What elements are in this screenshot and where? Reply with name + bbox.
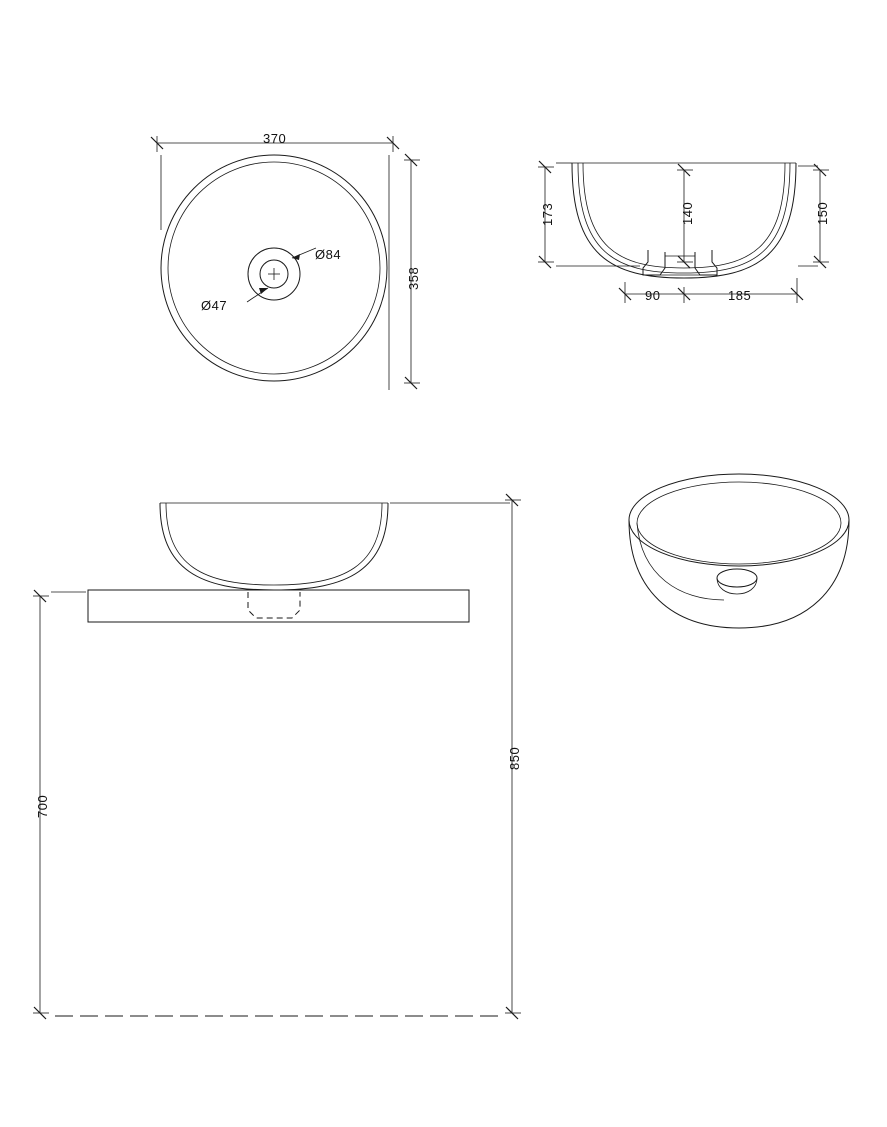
dim-label-700: 700 — [35, 794, 50, 818]
front-dim-850 — [390, 494, 521, 1019]
dim-label-d47: Ø47 — [201, 298, 228, 313]
dim-label-358: 358 — [406, 266, 421, 290]
top-view-geometry — [161, 155, 387, 381]
dim-label-370: 370 — [263, 131, 287, 146]
leader-d47 — [247, 288, 268, 302]
dim-label-173: 173 — [540, 202, 555, 226]
dim-label-90: 90 — [645, 288, 661, 303]
dim-label-d84: Ø84 — [315, 247, 342, 262]
dim-label-140: 140 — [680, 201, 695, 225]
dim-label-150: 150 — [815, 201, 830, 225]
dim-label-185: 185 — [728, 288, 752, 303]
top-view-dim-370 — [151, 136, 399, 390]
leader-d84 — [292, 248, 316, 260]
iso-view-geometry — [629, 474, 849, 628]
dim-label-850: 850 — [507, 746, 522, 770]
front-view-geometry — [88, 503, 469, 622]
